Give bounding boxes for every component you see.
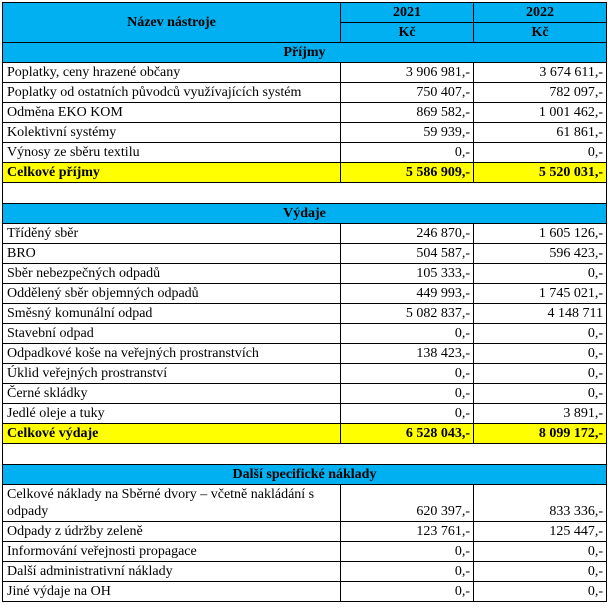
expense-row xyxy=(3,284,607,304)
expense-row xyxy=(3,244,607,264)
other-cost-row xyxy=(3,542,607,562)
row-label: Kolektivní systémy xyxy=(3,123,341,143)
section-title: Příjmy xyxy=(3,43,607,63)
value-2022: 0,- xyxy=(474,542,607,562)
section-header-expenses xyxy=(3,204,607,224)
row-label: Oddělený sběr objemných odpadů xyxy=(3,284,341,304)
row-label: Odpadkové koše na veřejných prostranstvích xyxy=(3,344,341,364)
value-2022: 833 336,- xyxy=(474,485,607,522)
header-unit-2021: Kč xyxy=(341,23,474,43)
section-title: Výdaje xyxy=(3,204,607,224)
header-year-2022: 2022 xyxy=(474,3,607,23)
income-total-row xyxy=(3,163,607,183)
value-2021: 750 407,- xyxy=(341,83,474,103)
value-2021: 0,- xyxy=(341,364,474,384)
value-2021: 105 333,- xyxy=(341,264,474,284)
value-2021: 0,- xyxy=(341,384,474,404)
value-2022: 1 605 126,- xyxy=(474,224,607,244)
row-label: Odpady z údržby zeleně xyxy=(3,522,341,542)
value-2022: 0,- xyxy=(474,324,607,344)
row-label: Informování veřejnosti propagace xyxy=(3,542,341,562)
row-label: BRO xyxy=(3,244,341,264)
value-2021: 0,- xyxy=(341,542,474,562)
value-2022: 3 674 611,- xyxy=(474,63,607,83)
row-label: Černé skládky xyxy=(3,384,341,404)
row-label: Jiné výdaje na OH xyxy=(3,582,341,602)
spacer-income xyxy=(3,183,607,204)
row-label: Tříděný sběr xyxy=(3,224,341,244)
row-label: Celkové příjmy xyxy=(3,163,341,183)
other-cost-row xyxy=(3,522,607,542)
value-2021: 5 082 837,- xyxy=(341,304,474,324)
value-2022: 596 423,- xyxy=(474,244,607,264)
value-2021: 0,- xyxy=(341,562,474,582)
expense-row xyxy=(3,224,607,244)
value-2022: 1 001 462,- xyxy=(474,103,607,123)
value-2021: 504 587,- xyxy=(341,244,474,264)
row-label: Celkové výdaje xyxy=(3,424,341,444)
value-2022: 0,- xyxy=(474,582,607,602)
value-2021: 59 939,- xyxy=(341,123,474,143)
income-row xyxy=(3,83,607,103)
value-2021: 449 993,- xyxy=(341,284,474,304)
row-label: Výnosy ze sběru textilu xyxy=(3,143,341,163)
row-label: Celkové náklady na Sběrné dvory – včetně nakládání s odpady xyxy=(3,485,341,522)
row-label: Poplatky od ostatních původců využívajících systém xyxy=(3,83,341,103)
row-label: Odměna EKO KOM xyxy=(3,103,341,123)
spacer-cell xyxy=(3,444,607,465)
header-name: Název nástroje xyxy=(3,3,341,43)
expense-row xyxy=(3,324,607,344)
expense-row xyxy=(3,264,607,284)
value-2022: 125 447,- xyxy=(474,522,607,542)
section-title: Další specifické náklady xyxy=(3,465,607,485)
value-2021: 246 870,- xyxy=(341,224,474,244)
value-2021: 620 397,- xyxy=(341,485,474,522)
value-2021: 869 582,- xyxy=(341,103,474,123)
value-2022: 0,- xyxy=(474,562,607,582)
value-2022: 1 745 021,- xyxy=(474,284,607,304)
row-label: Úklid veřejných prostranství xyxy=(3,364,341,384)
expense-row xyxy=(3,364,607,384)
income-row xyxy=(3,63,607,83)
spacer-cell xyxy=(3,183,607,204)
value-2022: 0,- xyxy=(474,364,607,384)
income-row xyxy=(3,123,607,143)
expense-row xyxy=(3,304,607,324)
header-year-2021: 2021 xyxy=(341,3,474,23)
value-2022: 5 520 031,- xyxy=(474,163,607,183)
income-row xyxy=(3,143,607,163)
value-2021: 6 528 043,- xyxy=(341,424,474,444)
value-2022: 4 148 711 xyxy=(474,304,607,324)
value-2021: 138 423,- xyxy=(341,344,474,364)
row-label: Směsný komunální odpad xyxy=(3,304,341,324)
row-label: Poplatky, ceny hrazené občany xyxy=(3,63,341,83)
row-label: Jedlé oleje a tuky xyxy=(3,404,341,424)
other-cost-row xyxy=(3,582,607,602)
row-label: Stavební odpad xyxy=(3,324,341,344)
value-2021: 0,- xyxy=(341,404,474,424)
spacer-expenses xyxy=(3,444,607,465)
section-header-other xyxy=(3,465,607,485)
other-cost-row xyxy=(3,485,607,522)
income-row xyxy=(3,103,607,123)
expense-row xyxy=(3,384,607,404)
expense-row xyxy=(3,404,607,424)
other-cost-row xyxy=(3,562,607,582)
value-2021: 123 761,- xyxy=(341,522,474,542)
value-2022: 782 097,- xyxy=(474,83,607,103)
value-2022: 61 861,- xyxy=(474,123,607,143)
value-2022: 8 099 172,- xyxy=(474,424,607,444)
header-row xyxy=(3,3,607,23)
value-2021: 0,- xyxy=(341,143,474,163)
costs-table xyxy=(2,2,607,602)
value-2022: 0,- xyxy=(474,264,607,284)
expense-row xyxy=(3,344,607,364)
value-2022: 0,- xyxy=(474,143,607,163)
value-2021: 3 906 981,- xyxy=(341,63,474,83)
value-2022: 0,- xyxy=(474,384,607,404)
header-unit-2022: Kč xyxy=(474,23,607,43)
value-2021: 5 586 909,- xyxy=(341,163,474,183)
section-header-income xyxy=(3,43,607,63)
value-2022: 3 891,- xyxy=(474,404,607,424)
expenses-total-row xyxy=(3,424,607,444)
value-2021: 0,- xyxy=(341,582,474,602)
value-2021: 0,- xyxy=(341,324,474,344)
value-2022: 0,- xyxy=(474,344,607,364)
row-label: Sběr nebezpečných odpadů xyxy=(3,264,341,284)
row-label: Další administrativní náklady xyxy=(3,562,341,582)
